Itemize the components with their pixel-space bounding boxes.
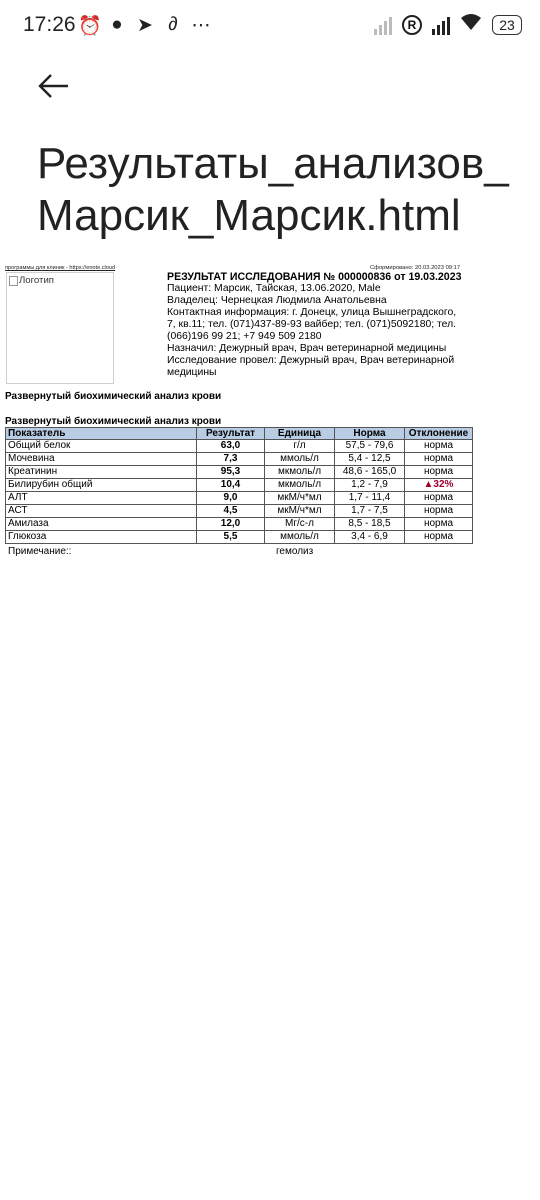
status-icons-right — [374, 13, 522, 36]
indicator-name: Глюкоза — [6, 531, 197, 544]
table-row — [6, 492, 473, 505]
norm-range: 57,5 - 79,6 — [335, 440, 405, 453]
norm-range: 8,5 - 18,5 — [335, 518, 405, 531]
deviation: норма — [405, 518, 473, 531]
notification-icons — [78, 14, 212, 38]
unit: Мг/с-л — [265, 518, 335, 531]
norm-range: 48,6 - 165,0 — [335, 466, 405, 479]
result-value: 4,5 — [197, 505, 265, 518]
unit: мкМ/ч*мл — [265, 505, 335, 518]
col-header: Результат — [197, 428, 265, 440]
indicator-name: Креатинин — [6, 466, 197, 479]
battery-icon — [492, 15, 522, 35]
indicator-name: Амилаза — [6, 518, 197, 531]
indicator-name: АСТ — [6, 505, 197, 518]
indicator-name: Билирубин общий — [6, 479, 197, 492]
table-title: Развернутый биохимический анализ крови — [5, 416, 222, 427]
indicator-name: Мочевина — [6, 453, 197, 466]
deviation: норма — [405, 531, 473, 544]
result-value: 95,3 — [197, 466, 265, 479]
page-title: Результаты_анализов_Марсик_Марсик.html — [37, 139, 509, 240]
status-bar — [0, 0, 540, 52]
unit: г/л — [265, 440, 335, 453]
indicator-name: АЛТ — [6, 492, 197, 505]
unit: мкмоль/л — [265, 479, 335, 492]
norm-range: 3,4 - 6,9 — [335, 531, 405, 544]
signal-sim2-icon — [432, 15, 450, 35]
deviation: норма — [405, 440, 473, 453]
back-arrow-icon[interactable] — [34, 66, 74, 106]
logo-alt-text: Логотип — [19, 275, 54, 286]
status-time: 17:26 — [23, 13, 76, 36]
broken-image-icon — [9, 276, 18, 286]
table-row — [6, 531, 473, 544]
col-header: Отклонение — [405, 428, 473, 440]
norm-range: 1,2 - 7,9 — [335, 479, 405, 492]
deviation: норма — [405, 492, 473, 505]
deviation: норма — [405, 453, 473, 466]
report-info — [167, 271, 467, 379]
indicator-name: Общий белок — [6, 440, 197, 453]
contact-info: Контактная информация: г. Донецк, улица Вышнеградского, 7, кв.11; тел. (071)437-89-93 вайбер; тел. (071)5092180; тел. (066)196 99 21; +7 949 509 2180 — [167, 307, 457, 342]
assigned-by: Назначил: Дежурный врач, Врач ветеринарной медицины — [167, 343, 447, 354]
col-header: Показатель — [6, 428, 197, 440]
more-notifications-icon: ⋯ — [191, 15, 211, 36]
unit: ммоль/л — [265, 531, 335, 544]
alarm-icon: ⏰ — [78, 16, 102, 37]
patient-info: Пациент: Марсик, Тайская, 13.06.2020, Male — [167, 283, 381, 294]
results-table — [5, 427, 473, 544]
table-row — [6, 440, 473, 453]
note-value: гемолиз — [276, 546, 314, 557]
table-header-row — [6, 428, 473, 440]
battery-level: 23 — [499, 16, 515, 33]
unit: мкМ/ч*мл — [265, 492, 335, 505]
result-value: 12,0 — [197, 518, 265, 531]
report-document — [4, 263, 484, 557]
table-row — [6, 466, 473, 479]
norm-range: 5,4 - 12,5 — [335, 453, 405, 466]
telegram-icon: ➤ — [137, 15, 153, 36]
norm-range: 1,7 - 7,5 — [335, 505, 405, 518]
table-row — [6, 518, 473, 531]
conducted-by: Исследование провел: Дежурный врач, Врач ветеринарной медицины — [167, 355, 455, 378]
formed-date: Сформировано: 20.03.2023 09:17 — [370, 265, 461, 271]
table-row — [6, 505, 473, 518]
deviation: норма — [405, 466, 473, 479]
result-heading: РЕЗУЛЬТАТ ИССЛЕДОВАНИЯ № 000000836 от 19.03.2023 — [167, 271, 462, 283]
col-header: Единица — [265, 428, 335, 440]
app-notification-icon: ∂ — [168, 14, 178, 35]
result-value: 63,0 — [197, 440, 265, 453]
unit: ммоль/л — [265, 453, 335, 466]
col-header: Норма — [335, 428, 405, 440]
unit: мкмоль/л — [265, 466, 335, 479]
section-title: Развернутый биохимический анализ крови — [5, 391, 222, 402]
table-row — [6, 453, 473, 466]
program-link[interactable]: программы для клиник - https://enote.cloud — [5, 265, 116, 271]
result-value: 7,3 — [197, 453, 265, 466]
chat-bubble-icon: ● — [111, 14, 123, 35]
wifi-icon — [460, 13, 482, 36]
result-value: 5,5 — [197, 531, 265, 544]
table-row — [6, 479, 473, 492]
signal-sim1-icon — [374, 15, 392, 35]
result-value: 9,0 — [197, 492, 265, 505]
logo-image — [6, 272, 114, 384]
note-label: Примечание:: — [8, 546, 72, 557]
norm-range: 1,7 - 11,4 — [335, 492, 405, 505]
owner-info: Владелец: Чернецкая Людмила Анатольевна — [167, 295, 387, 306]
roaming-icon: R — [402, 15, 422, 35]
deviation-high: ▲32% — [405, 479, 473, 492]
deviation: норма — [405, 505, 473, 518]
result-value: 10,4 — [197, 479, 265, 492]
